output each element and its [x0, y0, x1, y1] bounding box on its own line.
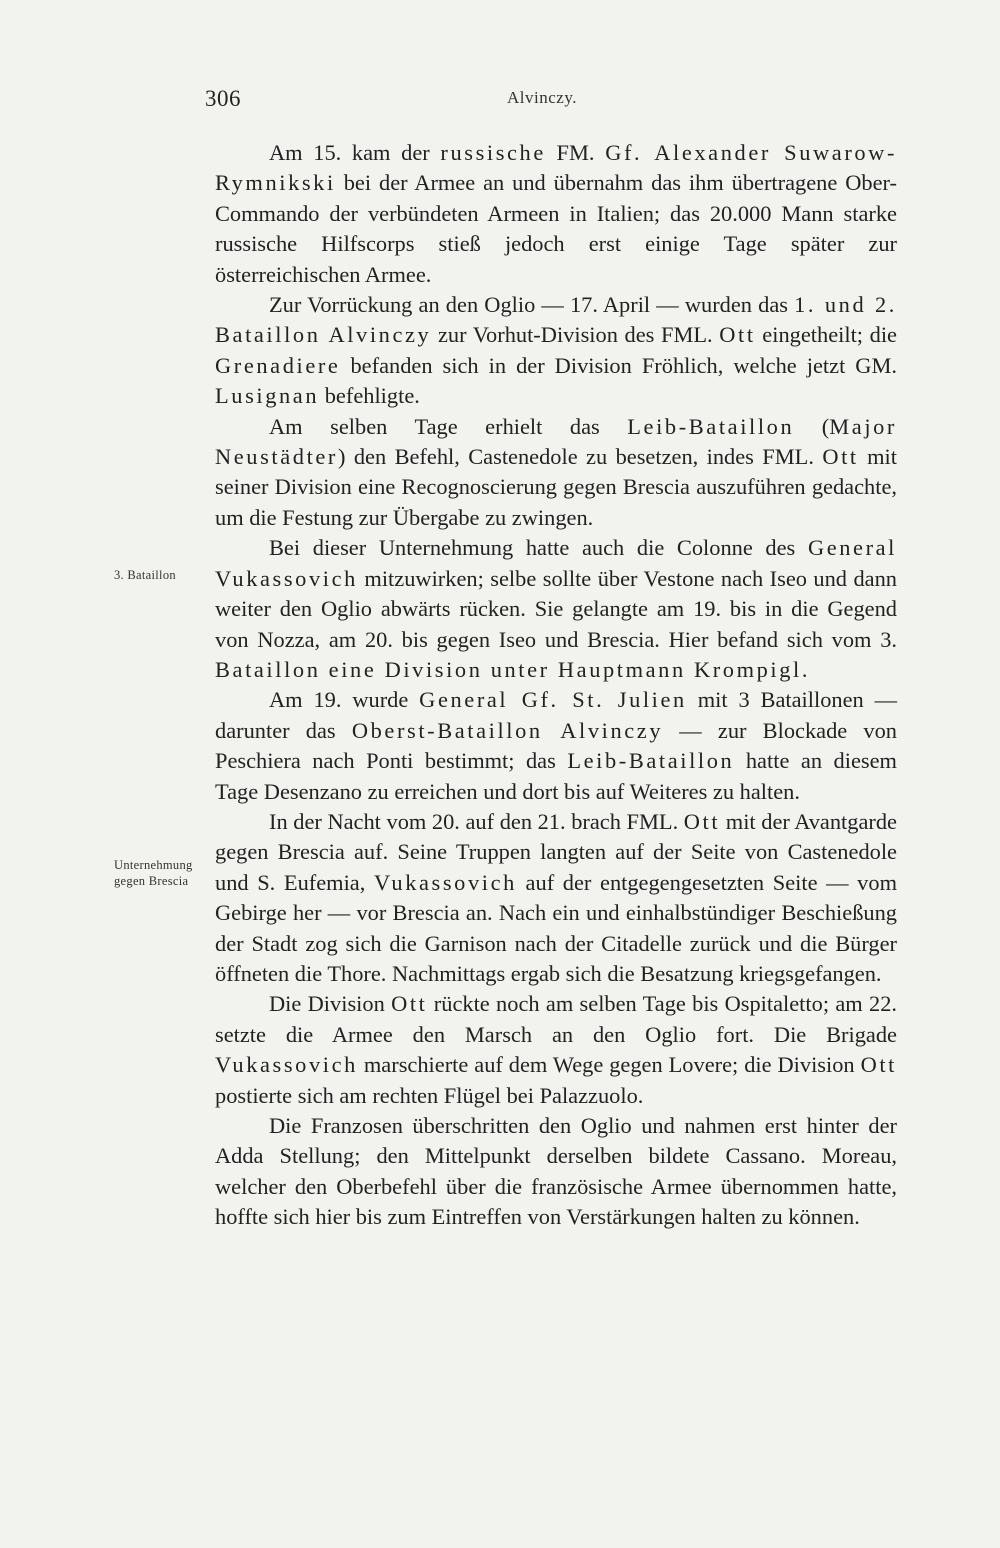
text-run: mit seiner Division eine Recognoscierung gegen Brescia auszuführen gedachte, um die Festung zur Übergabe zu zwingen.: [215, 444, 897, 530]
text-run: — zur Blockade von Peschiera nach Ponti bestimmt; das: [215, 717, 898, 774]
margin-note-text: 3. Bataillon: [114, 568, 176, 582]
text-run: In der Nacht vom 20. auf den 21. brach FML.: [269, 808, 684, 834]
text-run: hatte an diesem Tage Desenzano zu erreichen und dort bis auf Weiteres zu halten.: [215, 748, 897, 804]
text-run: befanden sich in der Division Fröhlich, welche jetzt GM.: [340, 352, 897, 378]
text-run: Zur Vorrückung an den Oglio — 17. April — wurden das: [269, 292, 795, 318]
page-number: 306: [205, 86, 241, 111]
text-run: mit der Avantgarde gegen Brescia auf. Seine Truppen langten auf der Seite von Castenedole und S. Eufemia,: [215, 808, 897, 895]
spaced-text: Lusignan: [215, 383, 320, 409]
spaced-text: Major Neustädter: [215, 413, 897, 470]
spaced-text: Grenadiere: [215, 352, 341, 378]
running-title: Alvinczy.: [507, 88, 577, 107]
text-run: FM.: [545, 140, 606, 165]
spaced-text: Leib-Bataillon: [567, 748, 735, 774]
text-run: .: [801, 656, 808, 682]
spaced-text: 1. und 2. Bataillon Alvinczy: [215, 292, 897, 348]
text-run: Die Franzosen überschritten den Oglio und nahmen erst hinter der Adda Stellung; den Mittelpunkt derselben bildete Cassano. Moreau, welcher den Oberbefehl über die französische Armee übernommen hatte, hoffte sich hier bis zum Eintreffen von Verstärkungen halten zu können.: [215, 1113, 897, 1230]
spaced-text: Ott: [391, 991, 428, 1017]
text-run: mitzuwirken; selbe sollte über Vestone nach Iseo und dann weiter den Oglio abwärts rücken. Sie gelangte am 19. bis in die Gegend von Nozza, am 20. bis gegen Iseo und Brescia. Hier befand sich vom 3.: [215, 565, 897, 652]
paragraph: [215, 412, 897, 534]
margin-note-line: gegen Brescia: [114, 874, 189, 888]
spaced-text: Ott: [683, 808, 721, 834]
spaced-text: General Vukassovich: [215, 535, 897, 591]
text-run: Am 15. kam der: [269, 140, 441, 165]
text-run: Am selben Tage erhielt das: [269, 413, 628, 439]
spaced-text: Bataillon eine Division unter Hauptmann Krompigl: [215, 656, 802, 682]
spaced-text: General Gf. St. Julien: [419, 687, 687, 713]
paragraph: [215, 138, 897, 290]
text-run: marschierte auf dem Wege gegen Lovere; die Division: [357, 1052, 861, 1078]
spaced-text: Vukassovich: [215, 1052, 358, 1078]
text-run: mit 3 Bataillonen — darunter das: [215, 687, 898, 743]
text-run: bei der Armee an und übernahm das ihm übertragene Ober-Commando der verbündeten Armeen in Italien; das 20.000 Mann starke russische Hilfscorps stieß jedoch erst einige Tage später zur österreichischen Armee.: [215, 170, 897, 287]
paragraph: [215, 807, 897, 989]
paragraph: [215, 1111, 897, 1233]
text-run: postierte sich am rechten Flügel bei Palazzuolo.: [215, 1082, 644, 1108]
spaced-text: Oberst-Bataillon Alvinczy: [351, 717, 664, 743]
text-run: zur Vorhut-Division des FML.: [431, 322, 720, 348]
spaced-text: Ott: [860, 1052, 897, 1078]
text-run: rückte noch am selben Tage bis Ospitaletto; am 22. setzte die Armee den Marsch an den Oglio fort. Die Brigade: [215, 991, 897, 1047]
paragraph: [215, 685, 897, 807]
spaced-text: Ott: [822, 444, 859, 470]
paragraph: [215, 533, 897, 685]
spaced-text: Gf. Alexander Suwarow-Rymnikski: [215, 140, 898, 196]
paragraph: [215, 290, 897, 412]
text-run: (: [794, 413, 830, 439]
paragraph: [215, 989, 897, 1111]
text-run: ) den Befehl, Castenedole zu besetzen, indes FML.: [338, 444, 823, 470]
margin-note-line: Unternehmung: [114, 858, 193, 872]
spaced-text: Vukassovich: [373, 869, 517, 895]
margin-note-bataillon: [114, 567, 176, 583]
spaced-text: Leib-Bataillon: [627, 413, 795, 439]
text-run: Die Division: [269, 991, 392, 1017]
page-header: [205, 86, 895, 116]
text-run: Am 19. wurde: [269, 687, 420, 713]
spaced-text: Ott: [719, 322, 756, 348]
text-run: befehligte.: [319, 383, 420, 409]
margin-note-brescia: [114, 857, 193, 889]
text-run: eingetheilt; die: [755, 322, 897, 348]
text-run: Bei dieser Unternehmung hatte auch die Colonne des: [269, 535, 808, 561]
text-run: auf der entgegengesetzten Seite — vom Gebirge her — vor Brescia an. Nach ein und einhalbstündiger Beschießung der Stadt zog sich die Garnison nach der Citadelle zurück und die Bürger öffneten die Thore. Nachmittags ergab sich die Besatzung kriegsgefangen.: [215, 869, 897, 986]
body-text: [215, 138, 897, 1233]
spaced-text: russische: [440, 140, 546, 165]
